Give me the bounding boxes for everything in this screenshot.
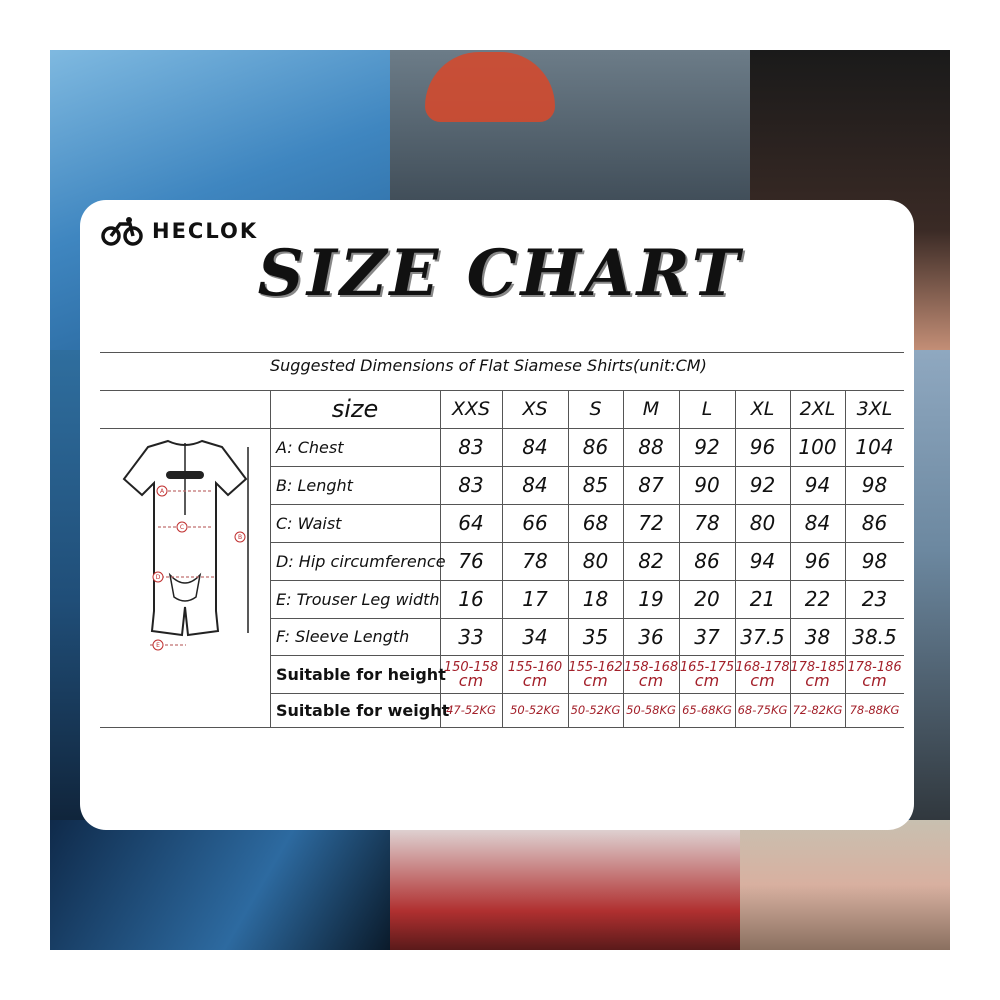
measurement-value: 87 [638, 473, 664, 497]
height-unit: cm [583, 671, 608, 690]
measurement-value: 34 [522, 624, 548, 649]
measurement-value: 18 [582, 587, 609, 611]
size-header-label: size [331, 395, 379, 423]
measurement-value: 84 [522, 435, 548, 459]
table-top-border [100, 352, 904, 353]
measurement-value: 84 [522, 473, 548, 497]
measurement-value: 20 [694, 587, 720, 611]
weight-value: 68-75KG [737, 703, 788, 717]
measurement-label: F: Sleeve Length [276, 627, 410, 646]
measurement-value: 35 [582, 624, 609, 649]
height-unit: cm [458, 671, 484, 690]
height-value [845, 655, 904, 693]
height-range: 178-185 [790, 660, 845, 675]
marker-e: E [156, 642, 160, 649]
road-bike-photo [390, 820, 750, 950]
measurement-value: 36 [638, 624, 664, 649]
measurement-value: 21 [749, 587, 776, 611]
brand-name: HECLOK [152, 219, 259, 243]
measurement-value: 78 [694, 511, 720, 535]
measurement-value: 86 [694, 549, 720, 573]
height-value [790, 655, 845, 693]
cyclist-road-photo [740, 820, 950, 950]
height-value [735, 655, 790, 693]
measurement-value: 76 [458, 549, 484, 573]
measurement-label: A: Chest [276, 437, 344, 457]
measurement-value: 66 [522, 511, 548, 535]
measurement-label: D: Hip circumference [276, 551, 446, 571]
measurement-value: 38.5 [852, 624, 897, 649]
marker-b: B [237, 534, 243, 541]
height-value [568, 655, 623, 693]
height-range: 150-158 [443, 660, 499, 675]
suit-diagram [100, 435, 270, 660]
height-unit: cm [862, 671, 887, 690]
size-header-l: L [701, 398, 713, 420]
measurement-value: 94 [804, 473, 831, 497]
measurement-value: 98 [861, 549, 888, 573]
measurement-value: 80 [749, 511, 776, 535]
height-unit: cm [805, 671, 830, 690]
height-range: 168-178 [735, 660, 790, 675]
measurement-value: 96 [749, 435, 776, 459]
measurement-value: 96 [804, 549, 831, 573]
measurement-value: 33 [458, 624, 484, 649]
height-unit: cm [750, 671, 775, 690]
size-header-xl: XL [750, 398, 775, 420]
height-unit: cm [694, 671, 720, 690]
weight-value: 72-82KG [792, 703, 843, 717]
marker-a: A [159, 488, 165, 495]
measurement-value: 88 [638, 435, 664, 459]
measurement-value: 37 [694, 624, 720, 649]
size-header-xxs: XXS [451, 398, 491, 420]
weight-value: 50-52KG [510, 703, 560, 717]
size-header-m: M [642, 398, 660, 420]
coast-photo [910, 350, 950, 850]
weight-value: 47-52KG [446, 703, 496, 717]
measurement-value: 83 [458, 473, 484, 497]
measurement-value: 104 [855, 435, 894, 459]
measurement-value: 86 [582, 435, 609, 459]
measurement-value: 92 [694, 435, 720, 459]
height-value [440, 655, 502, 693]
height-range: 155-162 [568, 660, 623, 675]
measurement-value: 80 [582, 549, 609, 573]
measurement-value: 94 [749, 549, 776, 573]
height-range: 165-175 [679, 660, 735, 675]
height-value [623, 655, 679, 693]
height-unit: cm [522, 671, 548, 690]
measurement-value: 37.5 [740, 624, 785, 649]
measurement-value: 16 [458, 587, 484, 611]
weight-value: 78-88KG [849, 703, 900, 717]
measurement-value: 23 [861, 587, 888, 611]
page-title: SIZE CHART [257, 236, 743, 311]
measurement-value: 92 [749, 473, 776, 497]
table-caption: Suggested Dimensions of Flat Siamese Shirts(unit:CM) [270, 356, 707, 375]
measurement-label: B: Lenght [276, 475, 353, 495]
measurement-value: 100 [798, 435, 837, 459]
measurement-value: 17 [522, 587, 548, 611]
measurement-label: C: Waist [276, 513, 342, 533]
height-value [502, 655, 568, 693]
measurement-value: 98 [861, 473, 888, 497]
measurement-label: E: Trouser Leg width [276, 589, 440, 609]
measurement-value: 22 [804, 587, 831, 611]
measurement-value: 19 [638, 587, 664, 611]
measurement-value: 85 [582, 473, 609, 497]
size-header-2xl: 2XL [799, 398, 836, 420]
measurement-value: 90 [694, 473, 720, 497]
height-value [679, 655, 735, 693]
height-range: 158-168 [623, 660, 679, 675]
size-header-s: S [589, 398, 602, 420]
measurement-value: 84 [804, 511, 831, 535]
measurement-value: 72 [638, 511, 664, 535]
weight-value: 50-58KG [626, 703, 676, 717]
size-header-3xl: 3XL [856, 398, 893, 420]
triathlete-photo [50, 820, 390, 950]
measurement-value: 82 [638, 549, 664, 573]
measurement-value: 68 [582, 511, 609, 535]
measurement-value: 38 [804, 624, 831, 649]
measurement-value: 86 [861, 511, 888, 535]
measurement-value: 83 [458, 435, 484, 459]
table-bottom-border [100, 727, 904, 728]
measurement-value: 64 [458, 511, 484, 535]
measurement-value: 78 [522, 549, 548, 573]
height-unit: cm [638, 671, 664, 690]
marker-c: C [179, 524, 185, 531]
marker-d: D [155, 574, 161, 581]
weight-row-label: Suitable for weight [276, 700, 450, 720]
height-row-label: Suitable for height [276, 664, 446, 684]
weight-value: 50-52KG [570, 703, 621, 717]
height-range: 155-160 [507, 660, 563, 675]
weight-value: 65-68KG [682, 703, 732, 717]
height-range: 178-186 [847, 660, 902, 675]
size-header-xs: XS [522, 398, 548, 420]
